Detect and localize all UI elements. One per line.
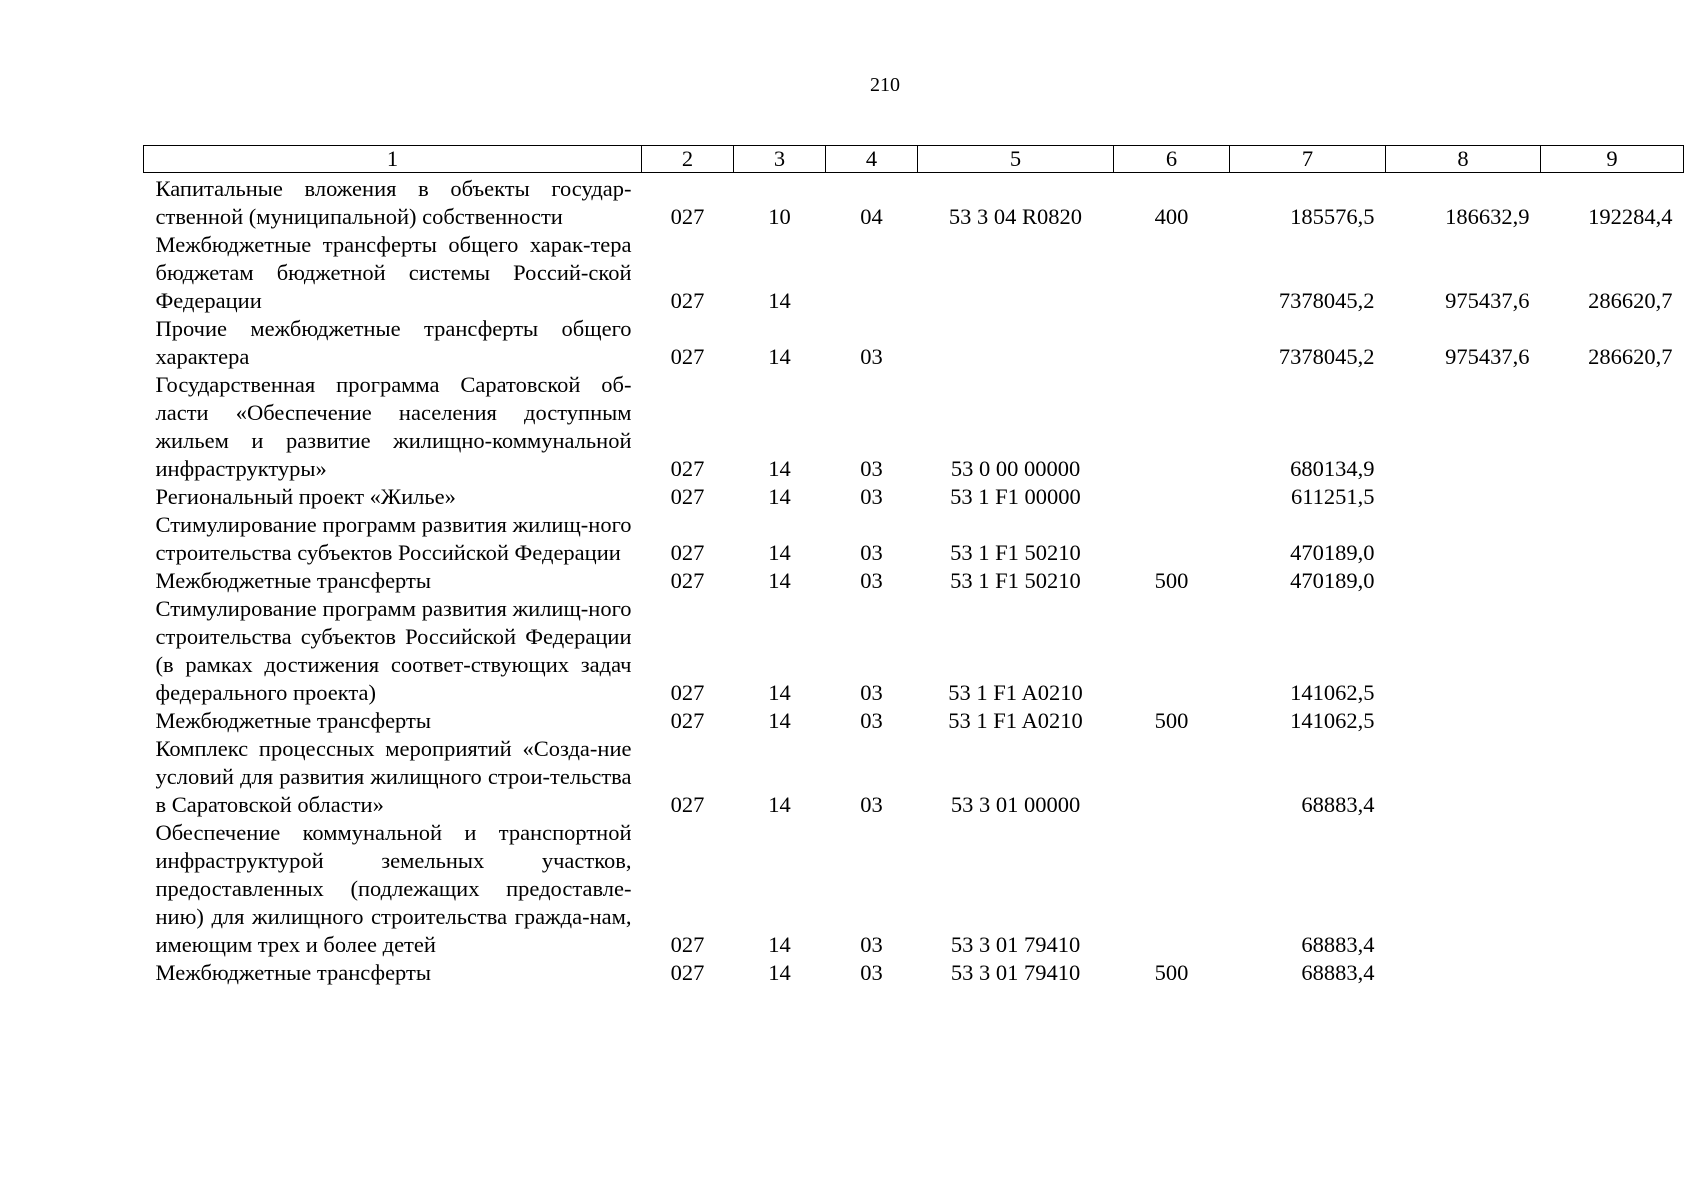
row-section: 14 [768, 288, 791, 313]
row-ministry: 027 [670, 204, 705, 229]
row-expense-type [1114, 595, 1230, 707]
row-sum-1: 68883,4 [1301, 960, 1375, 985]
row-target-article: 53 3 04 R0820 [948, 204, 1083, 229]
row-sum-3: 192284,4 [1588, 204, 1673, 229]
row-expense-type: 400 [1154, 204, 1189, 229]
header-row [144, 146, 1684, 173]
header-col-2: 2 [642, 146, 734, 173]
row-section: 14 [768, 456, 791, 481]
row-subsection: 03 [860, 540, 883, 565]
row-sum-3 [1541, 819, 1684, 959]
row-sum-1: 141062,5 [1290, 708, 1375, 733]
row-subsection [826, 231, 918, 315]
table-row [144, 483, 1684, 511]
header-col-6: 6 [1114, 146, 1230, 173]
row-ministry: 027 [670, 792, 705, 817]
budget-table [143, 145, 1684, 987]
row-sum-3: 286620,7 [1588, 288, 1673, 313]
row-target-article [918, 231, 1114, 315]
row-sum-3 [1541, 567, 1684, 595]
row-sum-3 [1541, 483, 1684, 511]
row-name: Капитальные вложения в объекты государ-ственной (муниципальной) собственности [155, 176, 632, 229]
row-name: Комплекс процессных мероприятий «Созда-ние условий для развития жилищного строи-тельства в Саратовской области» [155, 736, 632, 817]
row-ministry: 027 [670, 540, 705, 565]
row-sum-2 [1386, 567, 1541, 595]
row-expense-type [1114, 483, 1230, 511]
row-expense-type [1114, 735, 1230, 819]
row-sum-2 [1386, 819, 1541, 959]
row-sum-1: 470189,0 [1290, 540, 1375, 565]
row-target-article: 53 1 F1 00000 [950, 484, 1081, 509]
row-ministry: 027 [670, 932, 705, 957]
row-name: Стимулирование программ развития жилищ-ного строительства субъектов Российской Федерации (в рамках достижения соответ-ствующих задач федерального проекта) [155, 596, 632, 705]
row-sum-3 [1541, 735, 1684, 819]
table-row [144, 511, 1684, 567]
row-sum-1: 68883,4 [1301, 932, 1375, 957]
row-sum-2 [1386, 707, 1541, 735]
row-target-article: 53 0 00 00000 [950, 456, 1081, 481]
header-col-7: 7 [1230, 146, 1386, 173]
header-col-4: 4 [826, 146, 918, 173]
row-section: 14 [768, 792, 791, 817]
row-section: 14 [768, 344, 791, 369]
header-col-1: 1 [144, 146, 642, 173]
row-sum-3 [1541, 595, 1684, 707]
row-ministry: 027 [670, 960, 705, 985]
row-target-article: 53 1 F1 A0210 [948, 680, 1083, 705]
row-section: 14 [768, 932, 791, 957]
row-sum-3 [1541, 707, 1684, 735]
row-ministry: 027 [670, 484, 705, 509]
row-subsection: 03 [860, 680, 883, 705]
row-expense-type [1114, 231, 1230, 315]
row-sum-1: 68883,4 [1301, 792, 1375, 817]
row-target-article: 53 1 F1 A0210 [948, 708, 1083, 733]
row-name: Обеспечение коммунальной и транспортной инфраструктурой земельных участков, предоставленных (подлежащих предоставле-нию) для жилищного строительства гражда-нам, имеющим трех и более детей [155, 820, 632, 957]
row-section: 14 [768, 708, 791, 733]
row-name: Межбюджетные трансферты [155, 568, 431, 593]
row-subsection: 03 [860, 484, 883, 509]
row-sum-2: 186632,9 [1445, 204, 1530, 229]
row-sum-1: 7378045,2 [1278, 288, 1375, 313]
row-section: 14 [768, 568, 791, 593]
table-row [144, 707, 1684, 735]
row-sum-1: 470189,0 [1290, 568, 1375, 593]
table-row [144, 173, 1684, 232]
page-number: 210 [870, 74, 900, 96]
row-ministry: 027 [670, 568, 705, 593]
row-expense-type: 500 [1154, 708, 1189, 733]
header-col-5: 5 [918, 146, 1114, 173]
row-target-article: 53 1 F1 50210 [950, 540, 1081, 565]
row-sum-2: 975437,6 [1445, 344, 1530, 369]
table-row [144, 735, 1684, 819]
row-subsection: 03 [860, 456, 883, 481]
row-subsection: 03 [860, 344, 883, 369]
row-sum-3 [1541, 959, 1684, 987]
row-name: Стимулирование программ развития жилищ-ного строительства субъектов Российской Федерации [155, 512, 632, 565]
row-sum-2 [1386, 595, 1541, 707]
table-row [144, 959, 1684, 987]
row-expense-type [1114, 819, 1230, 959]
table-row [144, 595, 1684, 707]
row-target-article [918, 315, 1114, 371]
row-name: Межбюджетные трансферты общего харак-тера бюджетам бюджетной системы Россий-ской Федерации [155, 232, 632, 313]
row-target-article: 53 3 01 00000 [950, 792, 1081, 817]
row-section: 14 [768, 680, 791, 705]
row-name: Региональный проект «Жилье» [155, 484, 456, 509]
row-sum-2 [1386, 959, 1541, 987]
row-expense-type [1114, 511, 1230, 567]
row-subsection: 03 [860, 792, 883, 817]
row-expense-type [1114, 315, 1230, 371]
row-target-article: 53 3 01 79410 [950, 960, 1081, 985]
row-sum-3: 286620,7 [1588, 344, 1673, 369]
row-sum-1: 611251,5 [1290, 484, 1375, 509]
row-subsection: 03 [860, 932, 883, 957]
row-section: 14 [768, 484, 791, 509]
row-sum-1: 680134,9 [1290, 456, 1375, 481]
row-section: 14 [768, 960, 791, 985]
row-ministry: 027 [670, 288, 705, 313]
row-target-article: 53 3 01 79410 [950, 932, 1081, 957]
row-ministry: 027 [670, 344, 705, 369]
table-row [144, 567, 1684, 595]
table-row [144, 315, 1684, 371]
row-subsection: 03 [860, 708, 883, 733]
row-sum-1: 7378045,2 [1278, 344, 1375, 369]
row-section: 14 [768, 540, 791, 565]
row-ministry: 027 [670, 680, 705, 705]
row-ministry: 027 [670, 708, 705, 733]
table-row [144, 371, 1684, 483]
row-sum-2 [1386, 371, 1541, 483]
row-sum-1: 185576,5 [1290, 204, 1375, 229]
row-sum-2 [1386, 483, 1541, 511]
header-col-9: 9 [1541, 146, 1684, 173]
row-subsection: 04 [860, 204, 883, 229]
row-subsection: 03 [860, 960, 883, 985]
row-sum-2 [1386, 511, 1541, 567]
header-col-3: 3 [734, 146, 826, 173]
table-row [144, 231, 1684, 315]
row-section: 10 [768, 204, 791, 229]
row-expense-type: 500 [1154, 960, 1189, 985]
row-name: Прочие межбюджетные трансферты общего характера [155, 316, 632, 369]
row-name: Государственная программа Саратовской об-ласти «Обеспечение населения доступным жильем и развитие жилищно-коммунальной инфраструктуры» [155, 372, 632, 481]
table-header [144, 146, 1684, 173]
row-ministry: 027 [670, 456, 705, 481]
table-row [144, 819, 1684, 959]
row-sum-2: 975437,6 [1445, 288, 1530, 313]
header-col-8: 8 [1386, 146, 1541, 173]
table-body [144, 173, 1684, 988]
row-sum-3 [1541, 511, 1684, 567]
row-expense-type: 500 [1154, 568, 1189, 593]
row-sum-1: 141062,5 [1290, 680, 1375, 705]
row-name: Межбюджетные трансферты [155, 708, 431, 733]
row-expense-type [1114, 371, 1230, 483]
row-sum-3 [1541, 371, 1684, 483]
row-subsection: 03 [860, 568, 883, 593]
row-name: Межбюджетные трансферты [155, 960, 431, 985]
row-sum-2 [1386, 735, 1541, 819]
row-target-article: 53 1 F1 50210 [950, 568, 1081, 593]
